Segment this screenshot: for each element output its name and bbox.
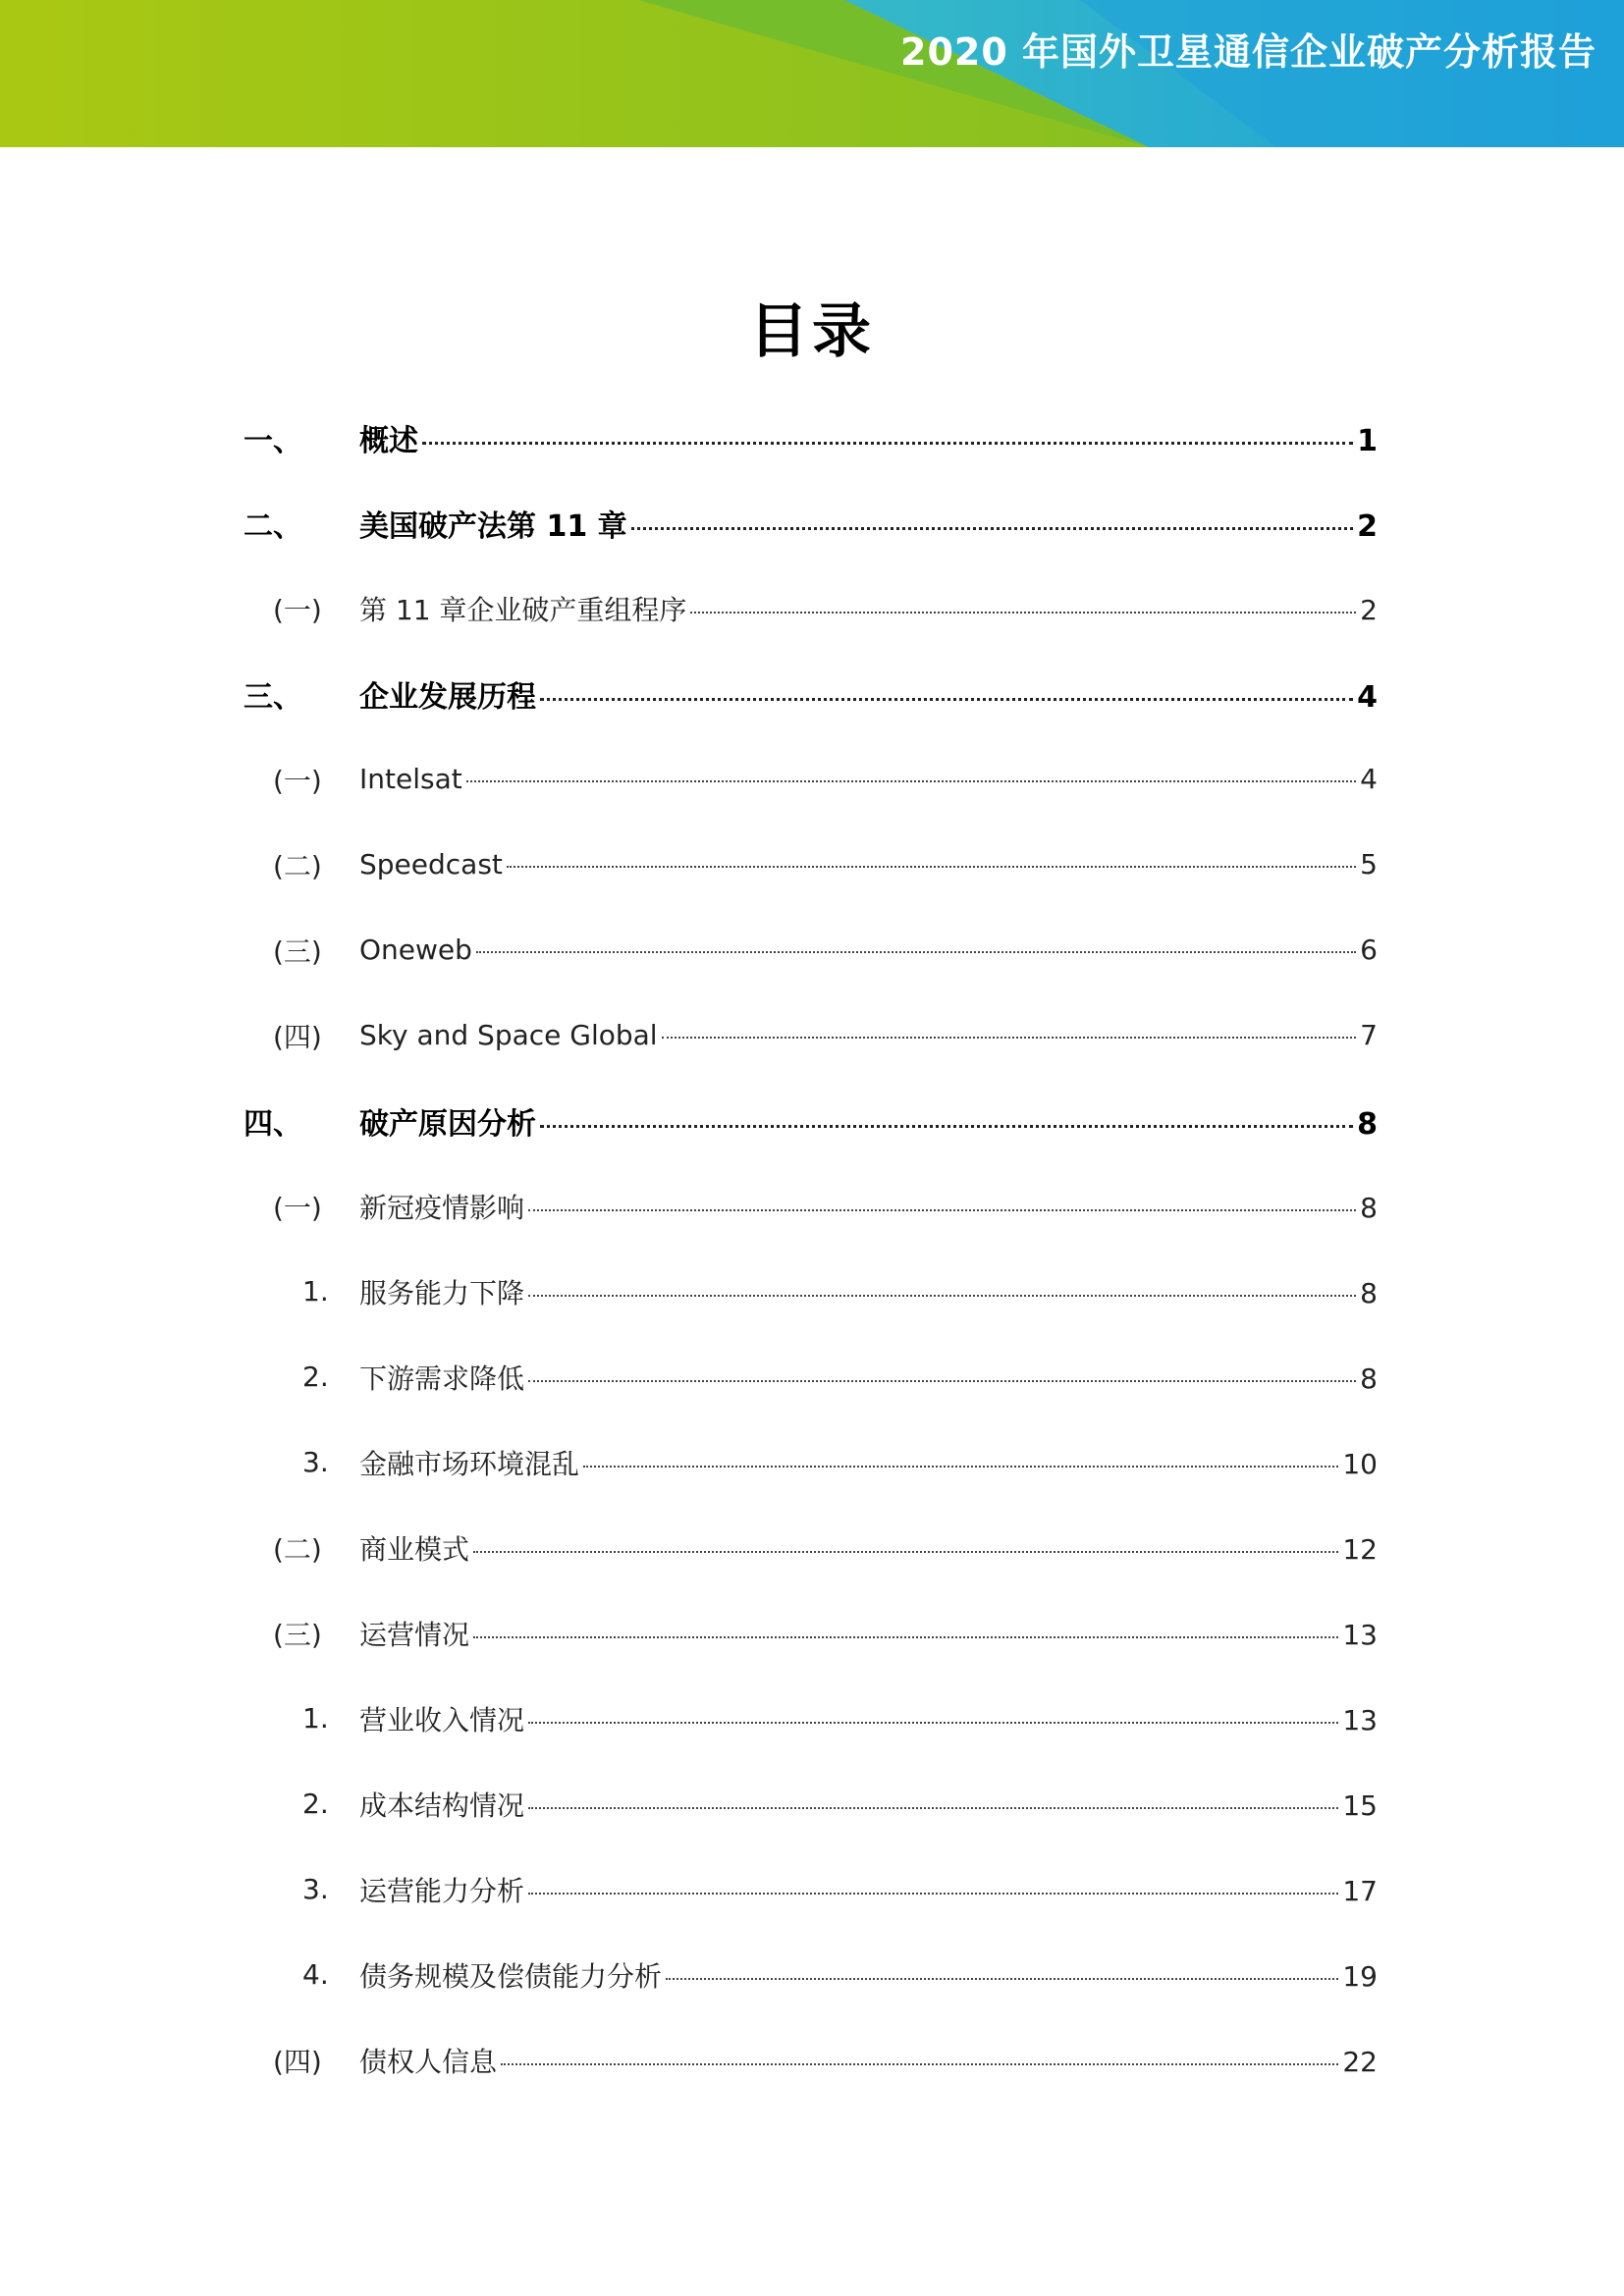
toc-entry-number: (三)	[273, 934, 322, 968]
toc-dot-leader	[540, 1125, 1353, 1128]
toc-entry-page[interactable]: 2	[1357, 508, 1378, 544]
toc-entry-title[interactable]: Speedcast	[359, 848, 503, 881]
table-of-contents	[244, 395, 1378, 2103]
toc-entry-number: (四)	[273, 2045, 322, 2078]
toc-entry-page[interactable]: 8	[1357, 1106, 1378, 1142]
toc-entry-number: 二、	[244, 508, 302, 544]
header-banner	[0, 0, 1624, 147]
toc-entry-page[interactable]: 10	[1342, 1447, 1378, 1480]
toc-entry[interactable]	[244, 395, 1378, 480]
toc-dot-leader	[528, 1380, 1356, 1382]
toc-entry-line	[359, 1187, 1378, 1226]
toc-entry-number: 4.	[302, 1958, 329, 1991]
toc-entry-line	[359, 763, 1378, 795]
toc-entry-page[interactable]: 4	[1357, 679, 1378, 715]
toc-entry[interactable]	[244, 1505, 1378, 1590]
toc-entry-number: 2.	[302, 1361, 329, 1393]
toc-entry-title[interactable]: 下游需求降低	[359, 1362, 525, 1395]
toc-entry-page[interactable]: 8	[1360, 1362, 1378, 1395]
toc-entry-number: 三、	[244, 679, 302, 715]
toc-entry-line	[359, 1358, 1378, 1397]
toc-dot-leader	[473, 1551, 1338, 1553]
toc-entry-title[interactable]: 服务能力下降	[359, 1276, 525, 1309]
toc-entry[interactable]	[244, 1590, 1378, 1676]
toc-entry-page[interactable]: 19	[1342, 1959, 1378, 1993]
toc-entry-title[interactable]: 破产原因分析	[359, 1106, 536, 1142]
toc-dot-leader	[631, 527, 1353, 530]
toc-entry-title[interactable]: 美国破产法第 11 章	[359, 508, 627, 544]
toc-entry-line	[359, 416, 1378, 459]
toc-dot-leader	[528, 1893, 1338, 1895]
toc-entry-page[interactable]: 15	[1342, 1789, 1378, 1822]
toc-entry-page[interactable]: 17	[1342, 1874, 1378, 1907]
toc-entry-title[interactable]: 营业收入情况	[359, 1703, 525, 1736]
toc-entry-number: 3.	[302, 1873, 329, 1905]
toc-entry[interactable]	[244, 1078, 1378, 1163]
toc-entry-line	[359, 1099, 1378, 1143]
toc-entry-page[interactable]: 6	[1360, 934, 1378, 966]
toc-entry-title[interactable]: 运营情况	[359, 1618, 470, 1651]
toc-entry-number: 四、	[244, 1106, 302, 1142]
toc-entry-line	[359, 1272, 1378, 1311]
toc-entry-line	[359, 2041, 1378, 2080]
toc-entry[interactable]	[244, 1249, 1378, 1334]
toc-entry-line	[359, 1785, 1378, 1824]
toc-entry-number: (一)	[273, 1191, 322, 1224]
toc-dot-leader	[690, 612, 1356, 614]
toc-entry-title[interactable]: 概述	[359, 423, 418, 458]
toc-entry[interactable]	[244, 1419, 1378, 1505]
toc-dot-leader	[528, 1722, 1338, 1724]
toc-entry-line	[359, 502, 1378, 545]
toc-entry-line	[359, 1019, 1378, 1051]
toc-entry-line	[359, 1443, 1378, 1482]
toc-entry-number: (一)	[273, 593, 322, 626]
toc-entry-line	[359, 848, 1378, 881]
toc-dot-leader	[583, 1466, 1338, 1468]
toc-entry-title[interactable]: 债权人信息	[359, 2045, 498, 2078]
toc-entry-line	[359, 589, 1378, 628]
toc-entry-number: 3.	[302, 1446, 329, 1478]
toc-entry[interactable]	[244, 822, 1378, 907]
toc-entry[interactable]	[244, 736, 1378, 822]
toc-dot-leader	[666, 1978, 1338, 1980]
toc-entry-number: (三)	[273, 1618, 322, 1651]
toc-entry-line	[359, 1955, 1378, 1995]
toc-entry-line	[359, 1528, 1378, 1568]
toc-dot-leader	[662, 1037, 1357, 1039]
toc-dot-leader	[528, 1295, 1356, 1297]
toc-dot-leader	[476, 951, 1356, 953]
toc-entry-number: (一)	[273, 764, 322, 797]
toc-entry[interactable]	[244, 2017, 1378, 2103]
toc-dot-leader	[501, 2063, 1338, 2065]
toc-entry-number: (二)	[273, 1532, 322, 1566]
toc-entry-title[interactable]: 商业模式	[359, 1532, 470, 1566]
toc-entry-title[interactable]: Oneweb	[359, 934, 472, 966]
toc-entry-page[interactable]: 22	[1342, 2045, 1378, 2078]
toc-entry[interactable]	[244, 907, 1378, 992]
toc-entry-title[interactable]: 债务规模及偿债能力分析	[359, 1959, 663, 1993]
toc-entry[interactable]	[244, 1163, 1378, 1249]
toc-entry-line	[359, 1870, 1378, 1909]
toc-entry-title[interactable]: 运营能力分析	[359, 1874, 525, 1907]
toc-entry-title[interactable]: Sky and Space Global	[359, 1019, 658, 1051]
toc-entry[interactable]	[244, 992, 1378, 1078]
toc-dot-leader	[528, 1807, 1338, 1809]
toc-entry-page[interactable]: 1	[1357, 423, 1378, 458]
toc-entry-title[interactable]: 新冠疫情影响	[359, 1191, 525, 1224]
toc-entry[interactable]	[244, 1761, 1378, 1846]
toc-entry[interactable]	[244, 651, 1378, 736]
toc-entry-page[interactable]: 13	[1342, 1703, 1378, 1736]
toc-dot-leader	[528, 1209, 1356, 1211]
toc-entry-page[interactable]: 7	[1360, 1019, 1378, 1051]
toc-entry-title[interactable]: 企业发展历程	[359, 679, 536, 715]
report-title: 2020 年国外卫星通信企业破产分析报告	[900, 30, 1597, 74]
toc-dot-leader	[473, 1636, 1338, 1638]
toc-dot-leader	[466, 780, 1356, 782]
toc-entry-number: (四)	[273, 1020, 322, 1053]
toc-entry-line	[359, 934, 1378, 966]
toc-entry-number: 一、	[244, 423, 302, 458]
toc-dot-leader	[507, 866, 1356, 868]
toc-entry-page[interactable]: 13	[1342, 1618, 1378, 1651]
toc-entry[interactable]	[244, 565, 1378, 651]
toc-entry-page[interactable]: 5	[1360, 848, 1378, 881]
toc-entry-number: (二)	[273, 849, 322, 882]
toc-entry-number: 1.	[302, 1275, 329, 1308]
toc-entry-line	[359, 672, 1378, 716]
toc-entry-page[interactable]: 2	[1360, 593, 1378, 626]
toc-entry-page[interactable]: 8	[1360, 1276, 1378, 1309]
toc-entry-line	[359, 1699, 1378, 1738]
toc-entry-title[interactable]: 第 11 章企业破产重组程序	[359, 593, 687, 626]
toc-entry-page[interactable]: 12	[1342, 1532, 1378, 1566]
toc-entry-title[interactable]: Intelsat	[359, 763, 462, 795]
toc-entry[interactable]	[244, 1932, 1378, 2017]
toc-entry[interactable]	[244, 1676, 1378, 1761]
toc-entry-title[interactable]: 成本结构情况	[359, 1789, 525, 1822]
toc-entry-page[interactable]: 4	[1360, 763, 1378, 795]
toc-heading: 目录	[749, 297, 875, 366]
toc-entry-number: 1.	[302, 1702, 329, 1735]
toc-entry[interactable]	[244, 1846, 1378, 1932]
toc-entry-line	[359, 1614, 1378, 1653]
toc-dot-leader	[540, 698, 1353, 701]
toc-entry-number: 2.	[302, 1788, 329, 1820]
toc-entry[interactable]	[244, 1334, 1378, 1419]
toc-entry[interactable]	[244, 480, 1378, 565]
toc-entry-title[interactable]: 金融市场环境混乱	[359, 1447, 580, 1480]
toc-entry-page[interactable]: 8	[1360, 1191, 1378, 1224]
toc-dot-leader	[422, 442, 1353, 445]
